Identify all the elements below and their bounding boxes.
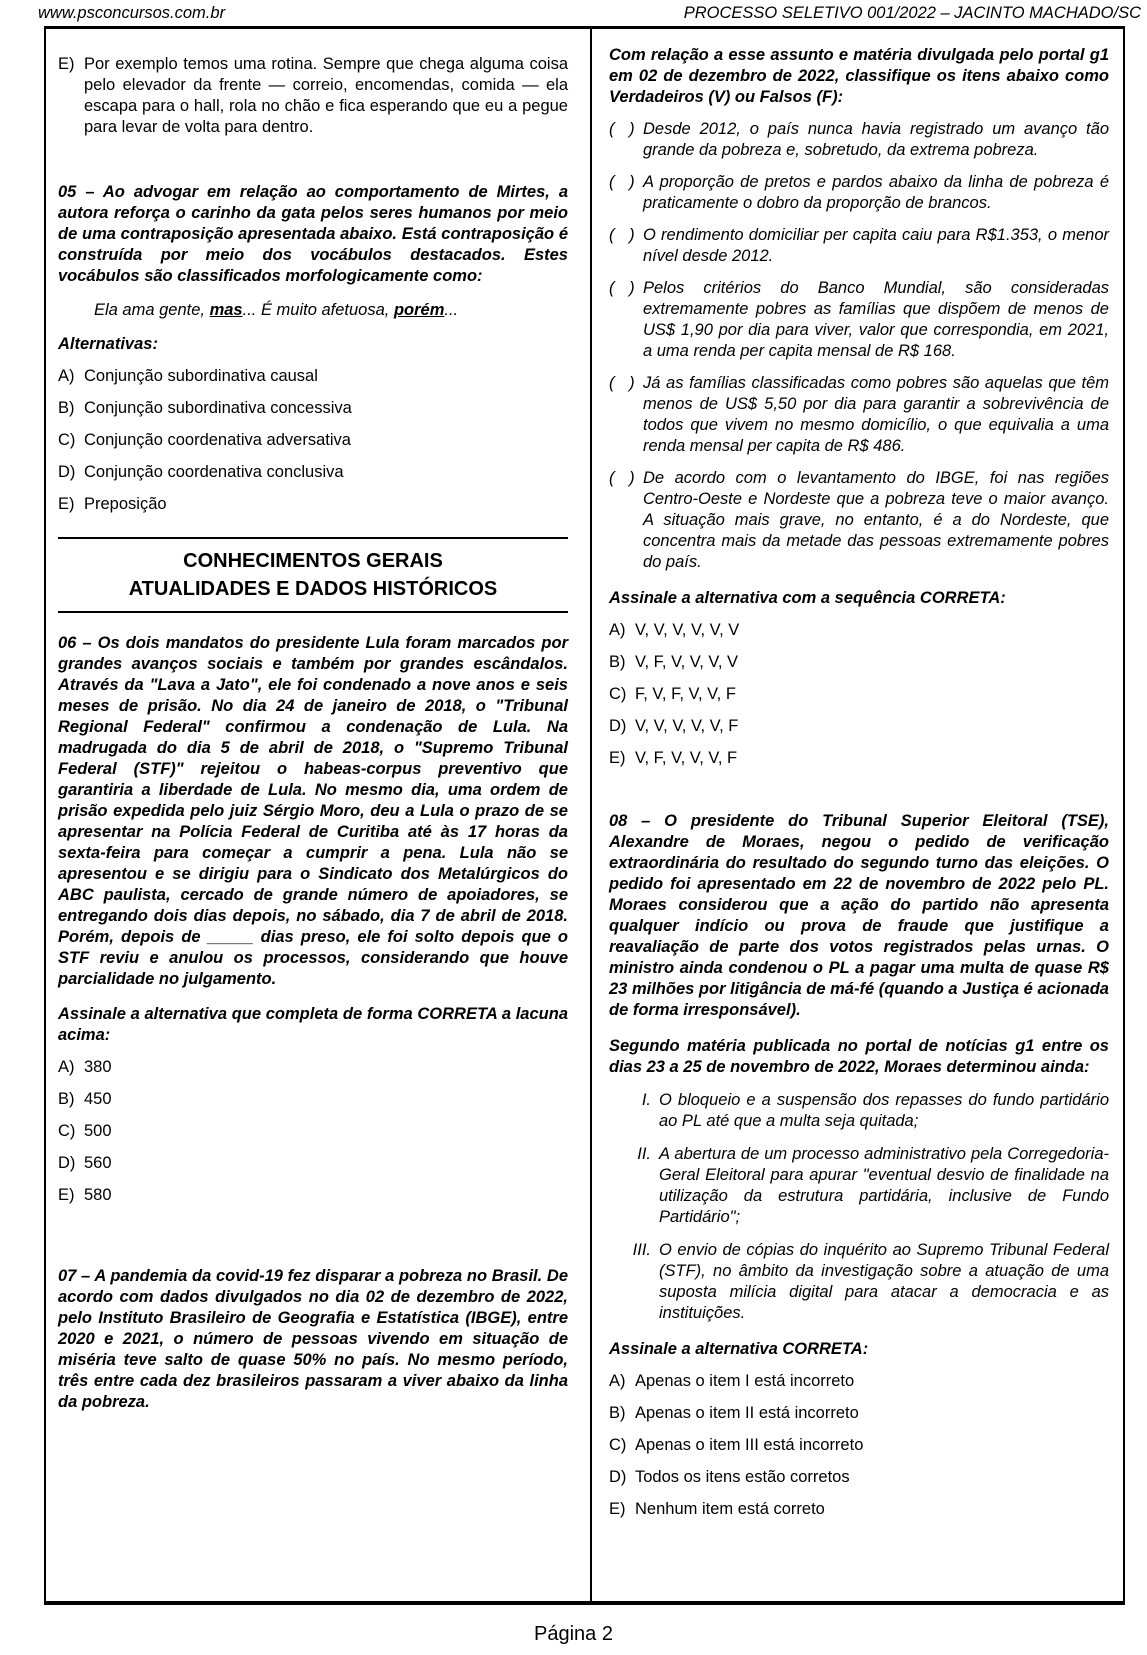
alternative-text: V, V, V, V, V, F — [635, 717, 739, 735]
roman-text: O bloqueio e a suspensão dos repasses do fundo partidário ao PL até que a multa seja quitada; — [659, 1091, 1109, 1130]
alternative — [58, 366, 568, 387]
vf-parentheses: ( ) — [609, 374, 640, 392]
alternative-text: V, F, V, V, V, V — [635, 653, 739, 671]
page-number: Página 2 — [534, 1623, 613, 1645]
vf-item — [609, 278, 1109, 362]
alternative — [58, 1089, 568, 1110]
alternative — [609, 1467, 1109, 1488]
quote-highlight: porém — [393, 301, 445, 319]
quote-part: ... — [444, 301, 459, 319]
alternative-text: Apenas o item II está incorreto — [635, 1404, 859, 1422]
right-column — [592, 29, 1123, 1601]
quote-part: ... É muito afetuosa, — [242, 301, 394, 319]
question-08-prompt: Assinale a alternativa CORRETA: — [609, 1340, 869, 1358]
alternative — [58, 1185, 568, 1206]
question-07-stem: 07 – A pandemia da covid-19 fez disparar a pobreza no Brasil. De acordo com dados divulgados no dia 02 de dezembro de 2022, pelo Instituto Brasileiro de Geografia e Estatística (IBGE), entre 2020 e 2021, o número de pessoas vivendo em situação de miséria teve salto de quase 50% no país. No mesmo período, três entre cada dez brasileiros passaram a viver abaixo da linha da pobreza. — [58, 1267, 568, 1411]
alternative-letter: E) — [58, 1186, 75, 1204]
alternative — [58, 494, 568, 515]
section-title-line2: ATUALIDADES E DADOS HISTÓRICOS — [128, 578, 498, 600]
quote-highlight: mas — [209, 301, 243, 319]
question-06-prompt: Assinale a alternativa que completa de forma CORRETA a lacuna acima: — [58, 1005, 568, 1044]
alternative-letter: D) — [58, 1154, 76, 1172]
alternative-text: 500 — [84, 1122, 112, 1140]
alternative-text: Apenas o item I está incorreto — [635, 1372, 855, 1390]
alternative — [58, 1121, 568, 1142]
question-08-items — [609, 1090, 1109, 1324]
alternative-letter: C) — [609, 685, 627, 703]
vf-item — [609, 373, 1109, 457]
option-text: Por exemplo temos uma rotina. Sempre que chega alguma coisa pelo elevador da frente — correio, encomendas, comida — ela escapa para o hall, rola no chão e fica esperando que eu a pegue para levar de volta para dentro. — [84, 55, 568, 136]
alternative-letter: B) — [58, 399, 75, 417]
question-08-alternatives — [609, 1371, 1109, 1520]
alternative — [609, 620, 1109, 641]
alternative-text: 580 — [84, 1186, 112, 1204]
alternative-text: Conjunção coordenativa conclusiva — [84, 463, 344, 481]
alternative-text: 450 — [84, 1090, 112, 1108]
alternative — [609, 1371, 1109, 1392]
section-title-line1: CONHECIMENTOS GERAIS — [183, 550, 443, 572]
vf-text: Desde 2012, o país nunca havia registrado um avanço tão grande da pobreza e, sobretudo, da extrema pobreza. — [643, 120, 1109, 159]
question-07-vf-items — [609, 119, 1109, 573]
alternative-letter: B) — [609, 1404, 626, 1422]
vf-parentheses: ( ) — [609, 469, 640, 487]
roman-numeral: I. — [641, 1091, 651, 1109]
vf-item — [609, 225, 1109, 267]
question-05-quote — [94, 300, 568, 321]
alternative-letter: D) — [609, 1468, 627, 1486]
alternative — [609, 716, 1109, 737]
alternative — [58, 398, 568, 419]
alternative — [609, 1403, 1109, 1424]
alternative-text: Conjunção subordinativa causal — [84, 367, 318, 385]
vf-parentheses: ( ) — [609, 279, 640, 297]
alternative-text: Nenhum item está correto — [635, 1500, 825, 1518]
alternative-letter: A) — [609, 1372, 626, 1390]
page-header — [38, 3, 1141, 24]
alternative-text: V, V, V, V, V, V — [635, 621, 740, 639]
question-06-stem: 06 – Os dois mandatos do presidente Lula foram marcados por grandes avanços sociais e também por grandes escândalos. Através da "Lava a Jato", ele foi condenado a nove anos e seis meses de prisão. No dia 24 de janeiro de 2018, o "Tribunal Regional Federal" confirmou a condenação de Lula. Na madrugada do dia 5 de abril de 2018, o "Supremo Tribunal Federal (STF)" rejeitou o habeas-corpus preventivo que garantiria a liberdade de Lula. No mesmo dia, uma ordem de prisão expedida pelo juiz Sérgio Moro, deu a Lula o prazo de se apresentar na Polícia Federal de Curitiba até às 17 horas da sexta-feira para começar a cumprir a pena. Lula não se apresentou e se dirigiu para o Sindicato dos Metalúrgicos do ABC paulista, cercado de grande número de apoiadores, se entregando dois dias depois, no sábado, dia 7 de abril de 2018. Porém, depois de _____ dias preso, ele foi solto depois que o STF reviu e anulou os processos, considerando que houve parcialidade no julgamento. — [58, 634, 568, 988]
alternative-text: Conjunção subordinativa concessiva — [84, 399, 352, 417]
alternative — [609, 748, 1109, 769]
roman-numeral: II. — [637, 1145, 651, 1163]
alternative-text: F, V, F, V, V, F — [635, 685, 736, 703]
alternative-text: Apenas o item III está incorreto — [635, 1436, 864, 1454]
alternative-letter: D) — [58, 463, 76, 481]
question-07-intro: Com relação a esse assunto e matéria divulgada pelo portal g1 em 02 de dezembro de 2022, classifique os itens abaixo como Verdadeiros (V) ou Falsos (F): — [609, 46, 1109, 106]
alternative-letter: A) — [58, 367, 75, 385]
alternative-letter: C) — [609, 1436, 627, 1454]
alternative — [58, 430, 568, 451]
alternative-text: 560 — [84, 1154, 112, 1172]
process-title: PROCESSO SELETIVO 001/2022 – JACINTO MACHADO/SC — [683, 4, 1141, 22]
question-06-alternatives — [58, 1057, 568, 1206]
quote-part: Ela ama gente, — [94, 301, 210, 319]
alternative-text: V, F, V, V, V, F — [635, 749, 738, 767]
alternative — [58, 1057, 568, 1078]
roman-item — [609, 1144, 1109, 1228]
vf-text: De acordo com o levantamento do IBGE, foi nas regiões Centro-Oeste e Nordeste que a pobreza teve o maior avanço. A situação mais grave, no entanto, é a do Nordeste, que concentra mais da metade das pessoas extremamente pobres do país. — [643, 469, 1109, 571]
alternative-letter: E) — [609, 1500, 626, 1518]
question-05-stem: 05 – Ao advogar em relação ao comportamento de Mirtes, a autora reforça o carinho da gata pelos seres humanos por meio de uma contraposição apresentada abaixo. Está contraposição é construída por meio dos vocábulos destacados. Estes vocábulos são classificados morfologicamente como: — [58, 183, 568, 285]
question-05-alternatives — [58, 366, 568, 515]
alternative — [609, 684, 1109, 705]
site-url: www.psconcursos.com.br — [38, 4, 226, 22]
alternative-letter: C) — [58, 431, 76, 449]
roman-text: A abertura de um processo administrativo pela Corregedoria-Geral Eleitoral para apurar "eventual desvio de finalidade na utilização da estrutura partidária, inclusive de Fundo Partidário"; — [659, 1145, 1109, 1226]
question-07-prompt: Assinale a alternativa com a sequência CORRETA: — [609, 589, 1006, 607]
alternative-letter: B) — [609, 653, 626, 671]
alternative-letter: C) — [58, 1122, 76, 1140]
vf-item — [609, 172, 1109, 214]
vf-text: Já as famílias classificadas como pobres são aquelas que têm menos de US$ 5,50 por dia para garantir a sobrevivência de todos que vivem no mesmo domicílio, o que equivalia a uma renda mensal per capita de R$ 486. — [643, 374, 1109, 455]
alternative — [609, 1435, 1109, 1456]
alternative-text: Conjunção coordenativa adversativa — [84, 431, 351, 449]
roman-numeral: III. — [632, 1241, 651, 1259]
vf-item — [609, 468, 1109, 573]
left-column — [46, 29, 592, 1601]
question-08-stem: 08 – O presidente do Tribunal Superior Eleitoral (TSE), Alexandre de Moraes, negou o pedido de verificação extraordinária do resultado do segundo turno das eleições. O pedido foi apresentado em 22 de novembro de 2022 pelo PL. Moraes considerou que a ação do partido não apresenta qualquer indício ou prova de fraude que justifique a reavaliação de parte dos votos registrados pelas urnas. O ministro ainda condenou o PL a pagar uma multa de quase R$ 23 milhões por litigância de má-fé (quando a Justiça é acionada de forma irresponsável). — [609, 812, 1109, 1019]
question-07-alternatives — [609, 620, 1109, 769]
alternative-letter: D) — [609, 717, 627, 735]
alternative-text: Preposição — [84, 495, 167, 513]
question-08-subprompt: Segundo matéria publicada no portal de notícias g1 entre os dias 23 a 25 de novembro de 2022, Moraes determinou ainda: — [609, 1037, 1109, 1076]
vf-text: O rendimento domiciliar per capita caiu para R$1.353, o menor nível desde 2012. — [643, 226, 1109, 265]
vf-item — [609, 119, 1109, 161]
alternative — [609, 1499, 1109, 1520]
roman-item — [609, 1090, 1109, 1132]
alternative-letter: E) — [58, 495, 75, 513]
alternative-letter: A) — [58, 1058, 75, 1076]
content-box — [44, 26, 1125, 1605]
option-letter: E) — [58, 55, 75, 73]
alternative — [58, 1153, 568, 1174]
alternative-letter: A) — [609, 621, 626, 639]
vf-parentheses: ( ) — [609, 173, 640, 191]
alternative-letter: B) — [58, 1090, 75, 1108]
alternative-letter: E) — [609, 749, 626, 767]
alternative — [609, 652, 1109, 673]
alternative-text: Todos os itens estão corretos — [635, 1468, 850, 1486]
alternatives-label: Alternativas: — [58, 335, 158, 353]
alternative — [58, 462, 568, 483]
vf-text: Pelos critérios do Banco Mundial, são consideradas extremamente pobres as famílias que dispõem de menos de US$ 1,90 por dia para viver, valor que correspondia, em 2021, a uma renda per capita mensal de R$ 168. — [643, 279, 1109, 360]
option-e-paragraph — [58, 54, 568, 138]
section-header — [58, 537, 568, 613]
alternative-text: 380 — [84, 1058, 112, 1076]
vf-parentheses: ( ) — [609, 226, 640, 244]
roman-text: O envio de cópias do inquérito ao Supremo Tribunal Federal (STF), no âmbito da investigação sobre a atuação de uma suposta milícia digital para atacar a democracia e as instituições. — [659, 1241, 1109, 1322]
vf-parentheses: ( ) — [609, 120, 640, 138]
vf-text: A proporção de pretos e pardos abaixo da linha de pobreza é praticamente o dobro da proporção de brancos. — [643, 173, 1109, 212]
roman-item — [609, 1240, 1109, 1324]
